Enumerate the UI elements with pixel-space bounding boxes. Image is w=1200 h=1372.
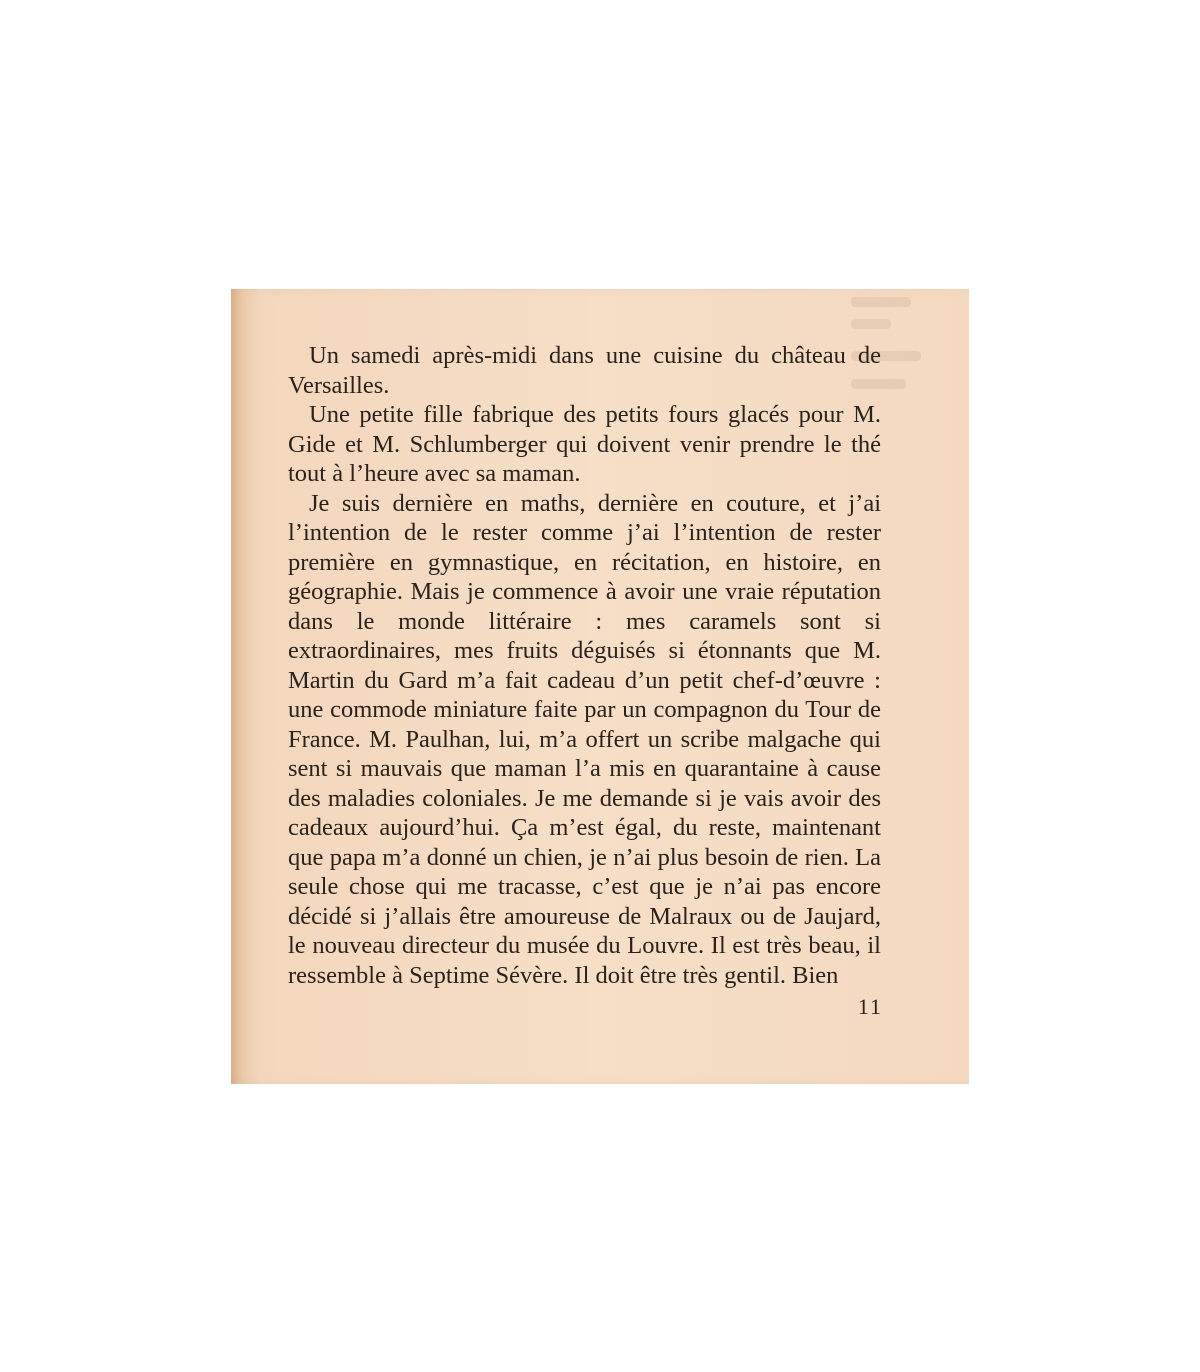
paragraph-2: Une petite fille fabrique des petits fours glacés pour M. Gide et M. Schlumberger qui doivent venir prendre le thé tout à l’heure avec sa maman.: [288, 401, 881, 487]
show-through-text: [851, 297, 911, 307]
page-body-text: [288, 341, 881, 990]
book-page: [231, 289, 969, 1084]
paragraph-1: Un samedi après-midi dans une cuisine du château de Versailles.: [288, 342, 881, 399]
paragraph-3: Je suis dernière en maths, dernière en couture, et j’ai l’intention de le rester comme j’ai l’intention de rester première en gymnastique, en récitation, en histoire, en géographie. Mais je commence à avoir une vraie réputation dans le monde littéraire : mes caramels sont si extraordinaires, mes fruits déguisés si étonnants que M. Martin du Gard m’a fait cadeau d’un petit chef-d’œuvre : une commode miniature faite par un compagnon du Tour de France. M. Paulhan, lui, m’a offert un scribe malgache qui sent si mauvais que maman l’a mis en quarantaine à cause des maladies coloniales. Je me demande si je vais avoir des cadeaux aujourd’hui. Ça m’est égal, du reste, maintenant que papa m’a donné un chien, je n’ai plus besoin de rien. La seule chose qui me tracasse, c’est que je n’ai pas encore décidé si j’allais être amoureuse de Malraux ou de Jaujard, le nouveau directeur du musée du Louvre. Il est très beau, il ressemble à Septime Sévère. Il doit être très gentil. Bien: [288, 489, 881, 989]
page-number: 11: [857, 994, 883, 1019]
show-through-text: [851, 319, 891, 329]
